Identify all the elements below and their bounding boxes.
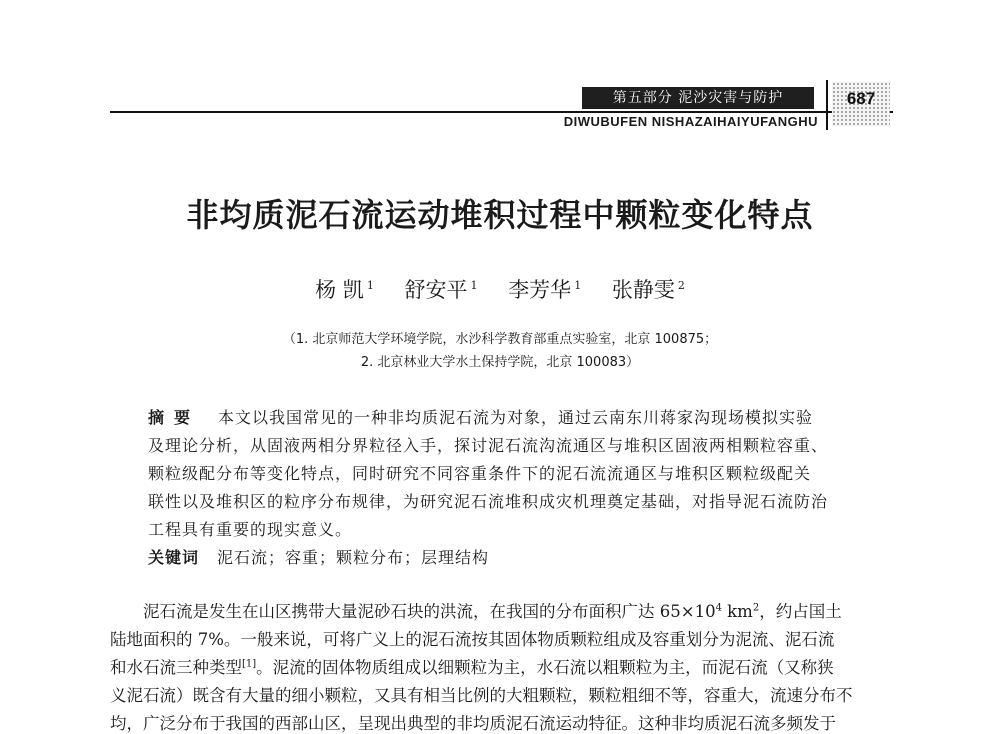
abstract-line: 颗粒级配分布等变化特点，同时研究不同容重条件下的泥石流流通区与堆积区颗粒级配关 xyxy=(148,464,812,483)
page-number-box xyxy=(832,82,890,126)
citation-ref: [1] xyxy=(242,658,257,670)
header-rule xyxy=(110,111,893,113)
abstract-label: 摘要 xyxy=(148,408,201,427)
body-line: 陆地面积的 7%。一般来说，可将广义上的泥石流按其固体物质颗粒组成及容重划分为泥流、泥石流 xyxy=(110,630,835,649)
affiliation-line: （1. 北京师范大学环境学院，水沙科学教育部重点实验室，北京 100875； xyxy=(282,332,718,347)
abstract-line: 摘要 本文以我国常见的一种非均质泥石流为对象，通过云南东川蒋家沟现场模拟实验 xyxy=(148,408,814,427)
page-number: 687 xyxy=(846,89,876,108)
abstract-line: 联性以及堆积区的粒序分布规律，为研究泥石流堆积成灾机理奠定基础，对指导泥石流防治 xyxy=(148,492,829,511)
running-header-pinyin: DIWUBUFEN NISHAZAIHAIYUFANGHU xyxy=(563,114,818,129)
author: 舒安平 $^1$ xyxy=(404,278,478,302)
abstract-line: 及理论分析，从固液两相分界粒径入手，探讨泥石流沟流通区与堆积区固液两相颗粒容重、 xyxy=(148,436,829,455)
keywords-text: 泥石流；容重；颗粒分布；层理结构 xyxy=(217,548,490,567)
paper-title: 非均质泥石流运动堆积过程中颗粒变化特点 xyxy=(186,196,814,234)
author-list xyxy=(0,274,1000,304)
running-header-section: 第五部分 泥沙灾害与防护 xyxy=(582,87,814,109)
keywords-label: 关键词 xyxy=(148,548,200,567)
body-line: 泥石流是发生在山区携带大量泥砂石块的洪流，在我国的分布面积广达 $65\times 10^4$ $km^2$，约占国土 xyxy=(143,602,842,621)
abstract-line: 工程具有重要的现实意义。 xyxy=(148,520,353,539)
body-line: 均，广泛分布于我国的西部山区，呈现出典型的非均质泥石流运动特征。这种非均质泥石流多频发于 xyxy=(110,714,836,733)
body-line: 和水石流三种类型[1]。泥流的固体物质组成以细颗粒为主，水石流以粗颗粒为主，而泥石流（又称狭 xyxy=(110,658,834,677)
author: 杨 凯 $^1$ xyxy=(315,278,374,302)
header-divider xyxy=(826,80,828,130)
keywords xyxy=(148,545,489,568)
body-line: 义泥石流）既含有大量的细小颗粒，又具有相当比例的大粗颗粒，颗粒粗细不等，容重大，流速分布不 xyxy=(110,686,853,705)
affiliation-line: 2. 北京林业大学水土保持学院，北京 100083） xyxy=(360,355,640,370)
author: 李芳华 $^1$ xyxy=(508,278,582,302)
author: 张静雯 $^2$ xyxy=(611,278,685,302)
